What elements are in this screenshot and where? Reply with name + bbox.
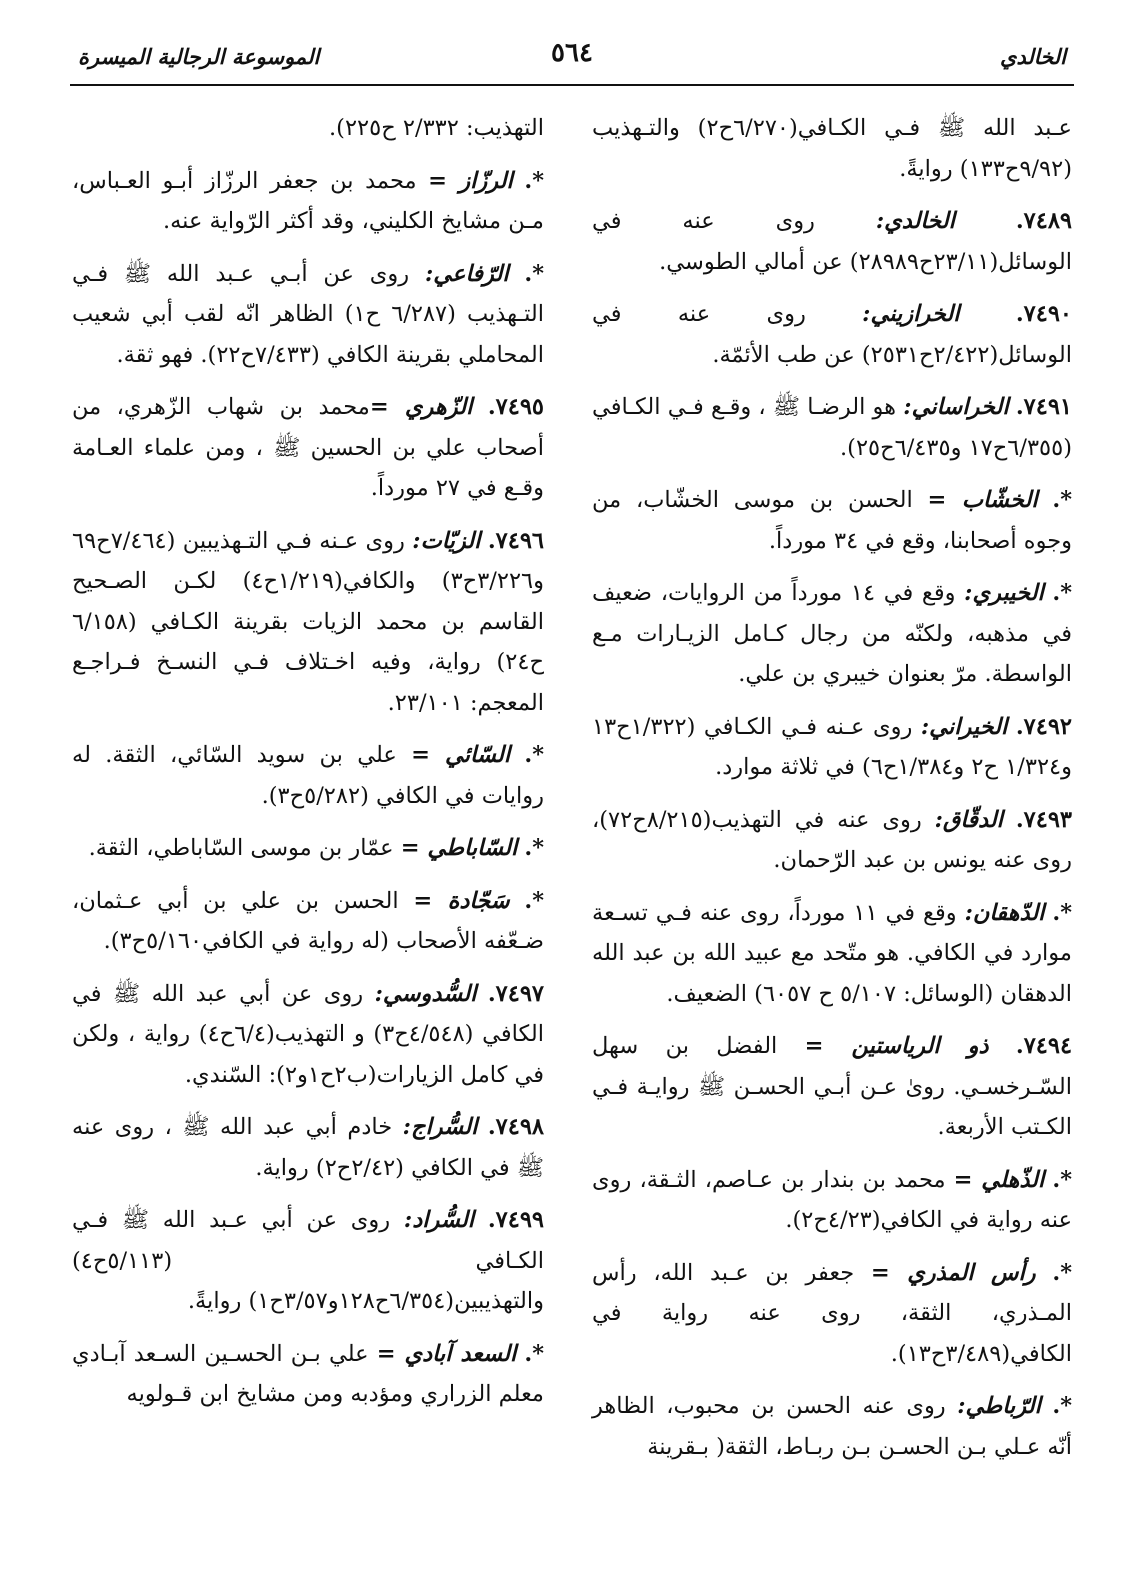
dictionary-entry <box>72 974 544 1096</box>
entry-number: *. <box>1052 1166 1072 1193</box>
entry-text: محمد بن بندار بن عـاصم، الثـقة، روى عنه رواية في الكافي(٤/٢٣ح٢). <box>592 1166 1072 1233</box>
entry-number: ٧٤٩٧. <box>487 980 545 1007</box>
entry-separator: = <box>369 394 405 420</box>
entry-number: *. <box>524 1340 544 1367</box>
entry-separator: : <box>964 580 973 606</box>
entry-separator: : <box>862 301 871 327</box>
page-number: ٥٦٤ <box>551 38 593 68</box>
entry-text: روى عنه في التهذيب(٨/٢١٥ح٧٢)، روى عنه يونس بن عبد الرّحمان. <box>592 806 1072 873</box>
entry-name: سَجّادة <box>447 887 510 914</box>
entry-separator: : <box>402 1114 411 1140</box>
dictionary-entry <box>592 707 1072 788</box>
entry-number: *. <box>1052 487 1072 513</box>
entry-name: السُّراج <box>410 1114 478 1140</box>
entry-number: ٧٤٩١. <box>1015 394 1072 420</box>
entry-number: *. <box>524 835 544 861</box>
entry-name: الذّهلي <box>981 1166 1045 1193</box>
entry-text: التهذيب: ٢/٣٣٢ ح٢٢٥). <box>329 115 544 141</box>
dictionary-entry <box>592 201 1072 282</box>
left-column <box>72 108 544 1558</box>
entry-separator: : <box>412 527 421 554</box>
entry-name: الرّفاعي <box>433 260 509 287</box>
entry-number: ٧٤٩٣. <box>1015 806 1073 833</box>
entry-number: ٧٤٨٩. <box>1015 208 1072 234</box>
entry-text: روى عن أبي عـبد الله ﷺ فـي الكـافي (٥/١١٣ح٤) والتهذيبين(٦/٣٥٤ح١٢٨و٣/٥٧ح١) روايةً. <box>72 1207 544 1314</box>
entry-text: روى عن أبـي عـبد الله ﷺ فـي التـهذيب (٦/٢٨٧ ح١) الظاهر انّه لقب أبي شعيب المحاملي بقرينة الكافي (٧/٤٣٣ح٢٢). فهو ثقة. <box>72 260 544 368</box>
entry-separator: = <box>804 1033 852 1059</box>
entry-name: الزّهري <box>404 394 473 420</box>
dictionary-entry <box>592 1160 1072 1241</box>
entry-text: عمّار بن موسى السّاباطي، الثقة. <box>88 835 401 861</box>
entry-name: الرزّاز <box>459 167 513 194</box>
dictionary-entry <box>592 387 1072 468</box>
entry-number: ٧٤٩٨. <box>487 1114 545 1140</box>
entry-text: الحسن بن علي بن أبي عـثمان، ضـعّفه الأصحاب (له رواية في الكافي٥/١٦٠ح٣). <box>72 887 544 954</box>
entry-name: الخرازيني <box>870 301 960 327</box>
entry-text: روى عـنه فـي الكـافي (١/٣٢٢ح١٣ و١/٣٢٤ ح٢ و١/٣٨٤ح٦) في ثلاثة موارد. <box>592 713 1072 780</box>
dictionary-entry <box>72 735 544 816</box>
dictionary-entry <box>72 387 544 509</box>
entry-text: روى عن أبي عبد الله ﷺ في الكافي (٤/٥٤٨ح٣) و التهذيب(٦/٤ح٤) رواية ، ولكن في كامل الزيارات(ب٢ح١و٢): السّندي. <box>72 980 544 1088</box>
entry-text: روى عنه الحسن بن محبوب، الظاهر أنّه عـلي بـن الحسـن بـن ربـاط، الثقة( بـقرينة <box>592 1393 1072 1460</box>
entry-text: محمد بن جعفر الرزّاز أبـو العـباس، مـن مشايخ الكليني، وقد أكثر الرّواية عنه. <box>72 167 544 234</box>
entry-text: روى عـنه فـي التـهذيبين (٧/٤٦٤ح٦٩ و٣/٢٢٦ح٣) والكافي(١/٢١٩ح٤) لكـن الصـحيح القاسم بن محمد الزيات بقرينة الكـافي (٦/١٥٨ ح٢٤) رواية، وفيه اخـتلاف فـي النسـخ فـراجـع المعجم: ٢٣/١٠١. <box>72 527 544 716</box>
entry-separator: : <box>424 260 434 287</box>
entry-separator: = <box>428 167 460 194</box>
entry-name: السُّراد <box>412 1207 475 1233</box>
entry-name: السُّدوسي <box>382 980 477 1007</box>
entry-number: *. <box>1052 1259 1073 1286</box>
entry-separator: : <box>920 713 930 740</box>
entry-text: علي بـن الحسـين السـعد آبـادي معلم الزراري ومؤدبه ومن مشايخ ابن قـولويه <box>72 1340 544 1407</box>
entry-name: السّائي <box>445 742 511 768</box>
entry-name: الخراساني <box>911 394 1009 420</box>
entry-separator: : <box>403 1207 413 1233</box>
entry-number: *. <box>524 260 544 287</box>
entry-number: *. <box>1052 580 1073 606</box>
entry-number: *. <box>1052 899 1073 926</box>
entry-text: روى عنه في الوسائل(٢٣/١١ح٢٨٩٨٩) عن أمالي الطوسي. <box>592 208 1072 275</box>
entry-name: السّاباطي <box>427 835 518 861</box>
dictionary-entry <box>592 573 1072 695</box>
dictionary-entry <box>72 161 544 242</box>
entry-text: عـبد الله ﷺ فـي الكـافي(٦/٢٧٠ح٢) والتـهذيب (٩/٩٢ح١٣٣) روايةً. <box>592 115 1072 182</box>
entry-number: ٧٤٩٤. <box>1015 1033 1073 1059</box>
entry-text: جعفر بن عـبد الله، رأس المـذري، الثقة، روى عنه رواية في الكافي(٣/٤٨٩ح١٣). <box>592 1259 1072 1367</box>
entry-text: الفضل بن سهل السّـرخسـي. رویٰ عـن أبـي الحسـن ﷺ روايـة فـي الكـتب الأربعة. <box>592 1033 1072 1140</box>
entry-separator: = <box>376 1340 405 1367</box>
entry-separator: = <box>927 487 962 513</box>
right-column <box>592 108 1072 1558</box>
entry-name: السعد آبادي <box>404 1340 517 1367</box>
entry-number: ٧٤٩٢. <box>1015 713 1072 740</box>
dictionary-entry <box>72 881 544 962</box>
dictionary-entry <box>592 108 1072 189</box>
entry-name: الدّهقان <box>972 899 1045 926</box>
section-keyword: الخالدي <box>999 44 1066 69</box>
book-title: الموسوعة الرجالية الميسرة <box>78 44 320 69</box>
dictionary-entry <box>72 108 544 149</box>
entry-text: وقع في ١٤ مورداً من الروايات، ضعيف في مذهبه، ولكنّه من رجال كـامل الزيـارات مـع الواسطة. مرّ بعنوان خيبري بن علي. <box>592 580 1072 687</box>
entry-name: الخيراني <box>929 713 1008 740</box>
entry-separator: : <box>964 899 973 926</box>
dictionary-entry <box>592 893 1072 1015</box>
entry-name: الخشّاب <box>961 487 1038 513</box>
dictionary-entry <box>592 1386 1072 1467</box>
dictionary-entry <box>592 294 1072 375</box>
entry-separator: = <box>400 835 428 861</box>
entry-number: *. <box>524 742 545 768</box>
entry-name: الرّباطي <box>965 1393 1041 1419</box>
entry-number: *. <box>524 167 544 194</box>
entry-number: ٧٤٩٠. <box>1015 301 1072 327</box>
entry-number: *. <box>1052 1393 1072 1419</box>
entry-name: الزيّات <box>420 527 481 554</box>
entry-separator: : <box>903 394 912 420</box>
entry-text: الحسن بن موسى الخشّاب، من وجوه أصحابنا، وقع في ٣٤ مورداً. <box>592 487 1072 554</box>
dictionary-entry <box>592 480 1072 561</box>
dictionary-entry <box>72 828 544 869</box>
entry-separator: = <box>870 1259 908 1286</box>
dictionary-entry <box>72 254 544 376</box>
entry-text: محمد بن شهاب الزّهري، من أصحاب علي بن الحسين ﷺ ، ومن علماء العـامة وقـع في ٢٧ مورداً. <box>72 394 544 501</box>
entry-separator: = <box>413 887 448 914</box>
entry-text: روى عنه في الوسائل(٢/٤٢٢ح٢٥٣١) عن طب الأئمّة. <box>592 301 1072 368</box>
entry-separator: = <box>411 742 446 768</box>
dictionary-entry <box>72 1107 544 1188</box>
entry-name: الخيبري <box>972 580 1044 606</box>
dictionary-entry <box>72 1334 544 1415</box>
entry-name: رأس المذري <box>907 1259 1036 1286</box>
entry-separator: : <box>374 980 383 1007</box>
dictionary-entry <box>72 1200 544 1322</box>
dictionary-entry <box>72 521 544 724</box>
entry-separator: : <box>957 1393 966 1419</box>
dictionary-entry <box>592 800 1072 881</box>
entry-number: ٧٤٩٩. <box>487 1207 544 1233</box>
dictionary-entry <box>592 1026 1072 1148</box>
entry-name: الخالدي <box>884 208 955 234</box>
entry-name: الدقّاق <box>942 806 1003 833</box>
entry-number: ٧٤٩٦. <box>487 527 544 554</box>
dictionary-entry <box>592 1253 1072 1375</box>
entry-text: وقع في ١١ مورداً، روى عنه فـي تسـعة موارد في الكافي. هو متّحد مع عبيد الله بن عبد الله الدهقان (الوسائل: ٥/١٠٧ ح ٦٠٥٧) الضعيف. <box>592 899 1072 1007</box>
entry-name: ذو الرياستين <box>851 1033 989 1059</box>
entry-text: علي بن سويد السّائي، الثقة. له روايات في الكافي (٥/٢٨٢ح٣). <box>72 742 544 809</box>
entry-number: *. <box>524 887 544 914</box>
entry-separator: : <box>875 208 885 234</box>
entry-text: هو الرضـا ﷺ ، وقـع فـي الكـافي (٦/٣٥٥ح١٧ و٦/٤٣٥ح٢٥). <box>592 394 1072 461</box>
entry-separator: = <box>953 1166 982 1193</box>
page-header <box>70 38 1074 86</box>
entry-number: ٧٤٩٥. <box>487 394 545 420</box>
entry-separator: : <box>934 806 943 833</box>
entry-text: خادم أبي عبد الله ﷺ ، روى عنه ﷺ في الكافي (٢/٤٢ح٢) رواية. <box>72 1114 544 1181</box>
